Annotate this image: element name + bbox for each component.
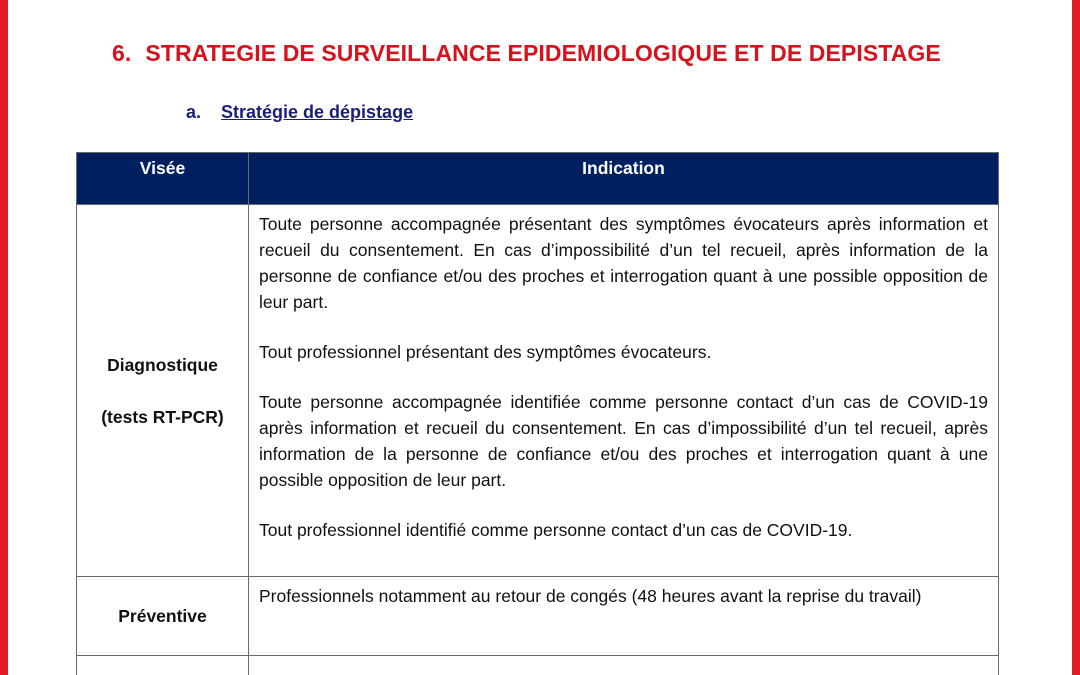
table-row	[77, 205, 999, 577]
subsection-title-link[interactable]: Stratégie de dépistage	[221, 102, 414, 122]
header-visee: Visée	[77, 153, 249, 205]
visee-sublabel: (tests RT-PCR)	[101, 406, 224, 427]
visee-cell	[77, 205, 249, 577]
indication-cell	[249, 577, 999, 656]
table-row	[77, 656, 999, 675]
section-title: STRATEGIE DE SURVEILLANCE EPIDEMIOLOGIQUE ET DE DEPISTAGE	[145, 40, 941, 66]
indication-cell	[249, 656, 999, 675]
section-number: 6.	[112, 40, 132, 66]
screening-strategy-table	[76, 152, 999, 675]
section-heading	[112, 40, 941, 67]
indication-paragraph: Toute personne accompagnée identifiée comme personne contact d’un cas de COVID-19 après information et recueil du consentement. En cas d’impossibilité d’un tel recueil, après information de la personne de confiance et/ou des proches et interrogation quant à une possible opposition de leur part.	[259, 392, 988, 490]
page-border-left	[0, 0, 8, 675]
table-header-row	[77, 153, 999, 205]
indication-paragraph: Tout professionnel présentant des symptômes évocateurs.	[259, 342, 712, 362]
indication-paragraph: Toute personne accompagnée présentant des symptômes évocateurs après information et recueil du consentement. En cas d’impossibilité d’un tel recueil, après information de la personne de confiance et/ou des proches et interrogation quant à une possible opposition de leur part.	[259, 214, 988, 312]
visee-label: Préventive	[118, 606, 207, 626]
indication-cell	[249, 205, 999, 577]
visee-cell	[77, 656, 249, 675]
visee-label: Diagnostique	[107, 354, 218, 375]
subsection-letter: a.	[186, 102, 202, 122]
header-indication: Indication	[249, 153, 999, 205]
page-border-right	[1072, 0, 1080, 675]
indication-paragraph: Professionnels notamment au retour de congés (48 heures avant la reprise du travail)	[259, 586, 922, 606]
visee-cell	[77, 577, 249, 656]
table-row	[77, 577, 999, 656]
indication-paragraph: Tout professionnel identifié comme personne contact d’un cas de COVID-19.	[259, 520, 853, 540]
subsection-heading	[186, 102, 413, 123]
